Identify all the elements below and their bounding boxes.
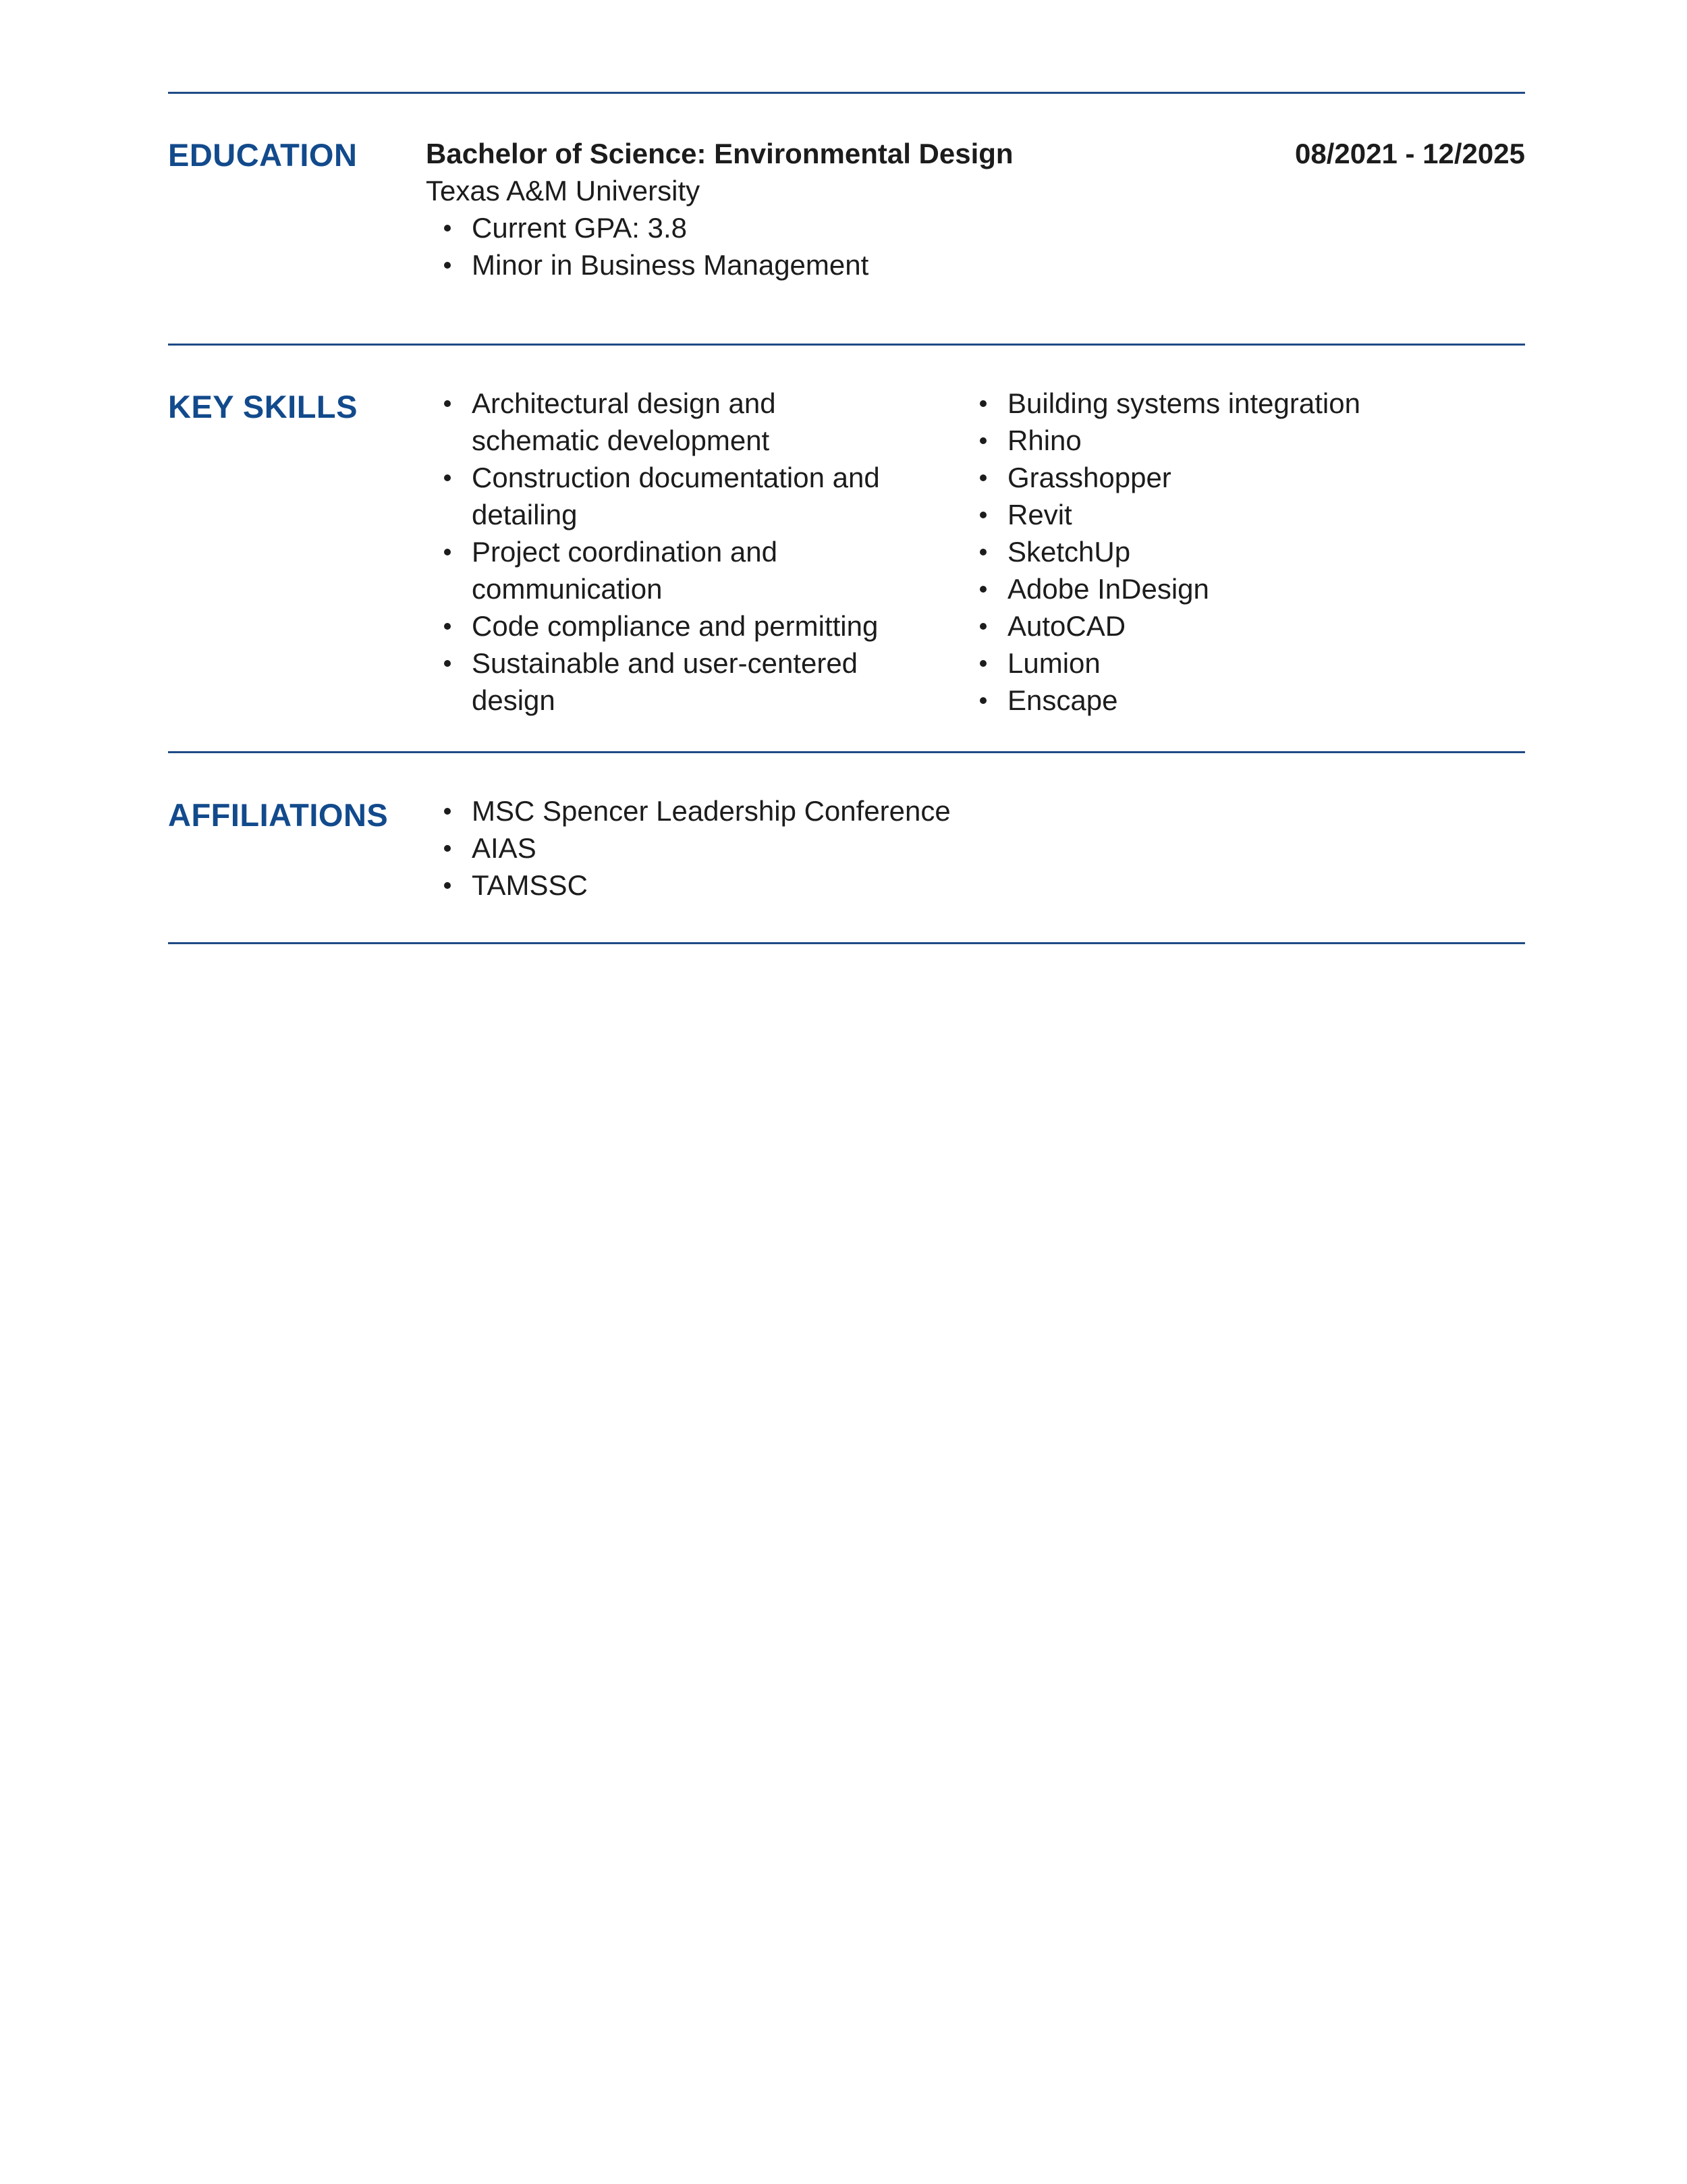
list-item: Revit — [962, 496, 1360, 533]
affiliations-heading: AFFILIATIONS — [168, 797, 389, 833]
list-item: Minor in Business Management — [426, 246, 868, 283]
section-divider — [168, 344, 1525, 346]
list-item — [426, 533, 880, 607]
list-item: Lumion — [962, 645, 1360, 682]
list-item-line: design — [472, 684, 555, 716]
list-item: TAMSSC — [426, 867, 951, 904]
list-item: Enscape — [962, 682, 1360, 719]
education-dates: 08/2021 - 12/2025 — [1295, 138, 1525, 169]
education-details-list — [426, 209, 868, 283]
list-item: AutoCAD — [962, 607, 1360, 645]
school-name: Texas A&M University — [426, 175, 700, 207]
list-item-line: detailing — [472, 499, 578, 530]
affiliations-list — [426, 792, 951, 904]
list-item-line: Architectural design and — [472, 387, 776, 419]
list-item-line: communication — [472, 573, 663, 605]
degree-title: Bachelor of Science: Environmental Design — [426, 138, 1014, 169]
education-heading: EDUCATION — [168, 137, 358, 173]
list-item-line: schematic development — [472, 425, 770, 456]
list-item: Building systems integration — [962, 385, 1360, 422]
list-item: Adobe InDesign — [962, 570, 1360, 607]
list-item: Rhino — [962, 422, 1360, 459]
list-item-line: Code compliance and permitting — [472, 610, 879, 642]
skills-list-right — [962, 385, 1360, 719]
section-divider — [168, 942, 1525, 944]
list-item — [426, 645, 880, 719]
list-item — [426, 607, 880, 645]
list-item: MSC Spencer Leadership Conference — [426, 792, 951, 829]
list-item-line: Sustainable and user-centered — [472, 647, 858, 679]
section-divider — [168, 751, 1525, 753]
key-skills-heading: KEY SKILLS — [168, 389, 358, 425]
list-item: Grasshopper — [962, 459, 1360, 496]
list-item — [426, 459, 880, 533]
list-item: Current GPA: 3.8 — [426, 209, 868, 246]
list-item — [426, 385, 880, 459]
list-item: AIAS — [426, 829, 951, 867]
list-item: SketchUp — [962, 533, 1360, 570]
skills-list-left — [426, 385, 880, 719]
list-item-line: Project coordination and — [472, 536, 777, 568]
section-divider — [168, 92, 1525, 94]
list-item-line: Construction documentation and — [472, 462, 880, 493]
